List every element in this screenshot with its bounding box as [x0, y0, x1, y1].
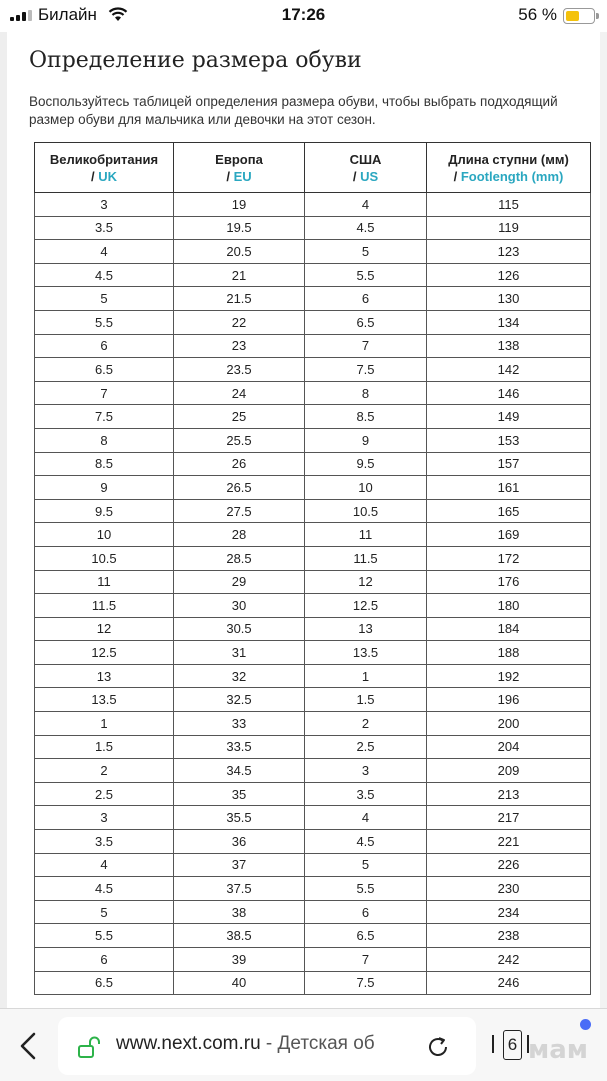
cell-footlength: 221 — [427, 830, 591, 854]
notification-dot-icon — [580, 1019, 591, 1030]
battery-icon — [563, 8, 595, 24]
table-row — [35, 310, 591, 334]
table-row — [35, 900, 591, 924]
cell-uk: 9 — [35, 476, 174, 500]
cell-us: 9 — [305, 428, 427, 452]
table-row — [35, 499, 591, 523]
page-title: Определение размера обуви — [29, 48, 362, 73]
header-label: США — [349, 151, 382, 167]
battery-percent: 56 % — [518, 5, 557, 24]
cell-eu: 26.5 — [174, 476, 305, 500]
header-separator: / — [352, 168, 361, 184]
cell-footlength: 238 — [427, 924, 591, 948]
cell-uk: 8.5 — [35, 452, 174, 476]
cell-footlength: 184 — [427, 617, 591, 641]
cell-footlength: 119 — [427, 216, 591, 240]
unlocked-padlock-icon — [78, 1035, 100, 1059]
cell-us: 8.5 — [305, 405, 427, 429]
cell-uk: 2.5 — [35, 782, 174, 806]
cell-uk: 10.5 — [35, 546, 174, 570]
cell-uk: 4.5 — [35, 263, 174, 287]
cell-us: 5 — [305, 240, 427, 264]
table-row — [35, 405, 591, 429]
header-uk — [35, 143, 174, 193]
cell-us: 8 — [305, 381, 427, 405]
cell-uk: 6.5 — [35, 358, 174, 382]
cell-us: 4.5 — [305, 830, 427, 854]
cell-footlength: 188 — [427, 641, 591, 665]
header-label: Великобритания — [49, 151, 159, 167]
tab-count-button[interactable]: 6 — [503, 1030, 522, 1060]
cell-uk: 7.5 — [35, 405, 174, 429]
cell-eu: 19.5 — [174, 216, 305, 240]
cell-uk: 4 — [35, 240, 174, 264]
header-sub: EU — [233, 168, 252, 184]
cell-eu: 40 — [174, 971, 305, 995]
cell-uk: 9.5 — [35, 499, 174, 523]
cell-footlength: 217 — [427, 806, 591, 830]
intro-text: Воспользуйтесь таблицей определения размера обуви, чтобы выбрать подходящий размер обуви для мальчика или девочки на этот сезон. — [29, 94, 558, 127]
cell-eu: 37 — [174, 853, 305, 877]
cell-eu: 29 — [174, 570, 305, 594]
cell-uk: 12 — [35, 617, 174, 641]
table-row — [35, 287, 591, 311]
cell-footlength: 196 — [427, 688, 591, 712]
cell-eu: 33.5 — [174, 735, 305, 759]
cell-footlength: 172 — [427, 546, 591, 570]
cell-footlength: 153 — [427, 428, 591, 452]
table-row — [35, 924, 591, 948]
table-row — [35, 735, 591, 759]
cell-us: 11 — [305, 523, 427, 547]
cell-uk: 8 — [35, 428, 174, 452]
cell-eu: 21.5 — [174, 287, 305, 311]
cell-footlength: 123 — [427, 240, 591, 264]
cell-uk: 5 — [35, 900, 174, 924]
table-header-row — [35, 143, 591, 193]
url-page-title: Детская об — [277, 1033, 375, 1054]
cell-uk: 12.5 — [35, 641, 174, 665]
cell-us: 1.5 — [305, 688, 427, 712]
cell-uk: 10 — [35, 523, 174, 547]
cell-footlength: 142 — [427, 358, 591, 382]
table-row — [35, 263, 591, 287]
cell-eu: 23 — [174, 334, 305, 358]
cell-footlength: 204 — [427, 735, 591, 759]
cell-uk: 13 — [35, 664, 174, 688]
cell-us: 1 — [305, 664, 427, 688]
cell-footlength: 165 — [427, 499, 591, 523]
shoe-size-table — [34, 142, 591, 995]
cell-uk: 3.5 — [35, 216, 174, 240]
cell-footlength: 234 — [427, 900, 591, 924]
cell-footlength: 126 — [427, 263, 591, 287]
cell-footlength: 138 — [427, 334, 591, 358]
cell-footlength: 115 — [427, 193, 591, 217]
cell-uk: 6 — [35, 948, 174, 972]
cell-us: 4.5 — [305, 216, 427, 240]
cell-footlength: 200 — [427, 712, 591, 736]
cell-us: 5.5 — [305, 263, 427, 287]
cell-uk: 1 — [35, 712, 174, 736]
cell-eu: 32.5 — [174, 688, 305, 712]
page-left-edge — [0, 32, 7, 1008]
clock: 17:26 — [281, 5, 326, 24]
cell-eu: 22 — [174, 310, 305, 334]
cell-us: 10.5 — [305, 499, 427, 523]
battery-tip — [596, 13, 599, 19]
cell-uk: 6 — [35, 334, 174, 358]
table-row — [35, 971, 591, 995]
cell-us: 7.5 — [305, 971, 427, 995]
cell-eu: 39 — [174, 948, 305, 972]
table-row — [35, 830, 591, 854]
header-us — [305, 143, 427, 193]
cell-footlength: 161 — [427, 476, 591, 500]
cell-us: 11.5 — [305, 546, 427, 570]
cell-us: 9.5 — [305, 452, 427, 476]
cell-footlength: 169 — [427, 523, 591, 547]
table-row — [35, 712, 591, 736]
cell-eu: 35 — [174, 782, 305, 806]
cell-footlength: 130 — [427, 287, 591, 311]
cell-uk: 6.5 — [35, 971, 174, 995]
cell-eu: 20.5 — [174, 240, 305, 264]
battery-fill — [566, 11, 579, 21]
table-row — [35, 853, 591, 877]
cell-eu: 27.5 — [174, 499, 305, 523]
cell-us: 5.5 — [305, 877, 427, 901]
cell-us: 2.5 — [305, 735, 427, 759]
back-arrow-icon[interactable] — [16, 1031, 40, 1061]
url-separator: - — [260, 1033, 278, 1054]
header-label: Длина ступни (мм) — [448, 151, 569, 167]
table-row — [35, 806, 591, 830]
cell-us: 2 — [305, 712, 427, 736]
cell-eu: 30.5 — [174, 617, 305, 641]
cell-eu: 37.5 — [174, 877, 305, 901]
table-row — [35, 240, 591, 264]
cell-us: 10 — [305, 476, 427, 500]
header-sub: Footlength (mm) — [460, 168, 564, 184]
table-row — [35, 358, 591, 382]
cell-eu: 19 — [174, 193, 305, 217]
cell-us: 7 — [305, 334, 427, 358]
cell-eu: 26 — [174, 452, 305, 476]
table-row — [35, 476, 591, 500]
cell-us: 6.5 — [305, 310, 427, 334]
cell-footlength: 213 — [427, 782, 591, 806]
cell-us: 3 — [305, 759, 427, 783]
cell-footlength: 180 — [427, 594, 591, 618]
header-sub: US — [360, 168, 379, 184]
cell-uk: 11 — [35, 570, 174, 594]
table-row — [35, 428, 591, 452]
cell-footlength: 192 — [427, 664, 591, 688]
cell-uk: 5.5 — [35, 924, 174, 948]
status-bar — [0, 0, 607, 32]
header-footlength — [427, 143, 591, 193]
header-eu — [174, 143, 305, 193]
cell-uk: 7 — [35, 381, 174, 405]
watermark-logo: мам — [528, 1035, 589, 1065]
cell-uk: 4 — [35, 853, 174, 877]
table-row — [35, 216, 591, 240]
cell-uk: 5 — [35, 287, 174, 311]
url-domain: www.next.com.ru — [116, 1033, 261, 1054]
cell-us: 12.5 — [305, 594, 427, 618]
cell-us: 4 — [305, 193, 427, 217]
cell-eu: 38 — [174, 900, 305, 924]
table-row — [35, 759, 591, 783]
table-row — [35, 782, 591, 806]
cell-us: 7.5 — [305, 358, 427, 382]
browser-toolbar — [0, 1008, 607, 1081]
cell-uk: 3 — [35, 806, 174, 830]
header-separator: / — [90, 168, 99, 184]
cell-footlength: 134 — [427, 310, 591, 334]
cell-eu: 25 — [174, 405, 305, 429]
table-row — [35, 452, 591, 476]
cell-eu: 23.5 — [174, 358, 305, 382]
cell-us: 12 — [305, 570, 427, 594]
table-row — [35, 523, 591, 547]
cell-eu: 32 — [174, 664, 305, 688]
cell-eu: 33 — [174, 712, 305, 736]
table-row — [35, 877, 591, 901]
table-row — [35, 664, 591, 688]
tab-stack-left-icon — [492, 1035, 494, 1053]
cell-eu: 36 — [174, 830, 305, 854]
header-separator: / — [453, 168, 461, 184]
cell-uk: 2 — [35, 759, 174, 783]
cell-uk: 11.5 — [35, 594, 174, 618]
cell-footlength: 242 — [427, 948, 591, 972]
cell-footlength: 149 — [427, 405, 591, 429]
header-separator: / — [226, 168, 234, 184]
header-label: Европа — [215, 151, 263, 167]
cell-us: 6 — [305, 287, 427, 311]
header-sub: UK — [98, 168, 117, 184]
cell-footlength: 209 — [427, 759, 591, 783]
cell-footlength: 230 — [427, 877, 591, 901]
cell-us: 13.5 — [305, 641, 427, 665]
cell-eu: 28.5 — [174, 546, 305, 570]
cell-eu: 28 — [174, 523, 305, 547]
carrier-name: Билайн — [38, 5, 97, 24]
table-row — [35, 688, 591, 712]
cell-us: 4 — [305, 806, 427, 830]
reload-icon[interactable] — [426, 1035, 450, 1059]
cell-us: 3.5 — [305, 782, 427, 806]
page-right-edge — [600, 32, 607, 1008]
table-row — [35, 381, 591, 405]
cell-eu: 35.5 — [174, 806, 305, 830]
cell-footlength: 146 — [427, 381, 591, 405]
table-row — [35, 570, 591, 594]
table-row — [35, 594, 591, 618]
cell-us: 6.5 — [305, 924, 427, 948]
cell-footlength: 157 — [427, 452, 591, 476]
cell-eu: 25.5 — [174, 428, 305, 452]
table-row — [35, 948, 591, 972]
cell-eu: 24 — [174, 381, 305, 405]
cell-eu: 31 — [174, 641, 305, 665]
table-row — [35, 193, 591, 217]
cell-us: 13 — [305, 617, 427, 641]
table-row — [35, 334, 591, 358]
cell-footlength: 176 — [427, 570, 591, 594]
cell-uk: 4.5 — [35, 877, 174, 901]
cell-uk: 3 — [35, 193, 174, 217]
cell-us: 5 — [305, 853, 427, 877]
cell-us: 6 — [305, 900, 427, 924]
cell-uk: 13.5 — [35, 688, 174, 712]
table-body — [35, 193, 591, 995]
cell-footlength: 246 — [427, 971, 591, 995]
cell-eu: 21 — [174, 263, 305, 287]
table-row — [35, 617, 591, 641]
cell-eu: 34.5 — [174, 759, 305, 783]
cell-eu: 38.5 — [174, 924, 305, 948]
address-bar[interactable] — [58, 1017, 476, 1075]
cell-uk: 5.5 — [35, 310, 174, 334]
cell-eu: 30 — [174, 594, 305, 618]
cell-footlength: 226 — [427, 853, 591, 877]
cell-uk: 3.5 — [35, 830, 174, 854]
url-text — [116, 1033, 375, 1055]
table-row — [35, 641, 591, 665]
cell-uk: 1.5 — [35, 735, 174, 759]
cell-us: 7 — [305, 948, 427, 972]
table-row — [35, 546, 591, 570]
